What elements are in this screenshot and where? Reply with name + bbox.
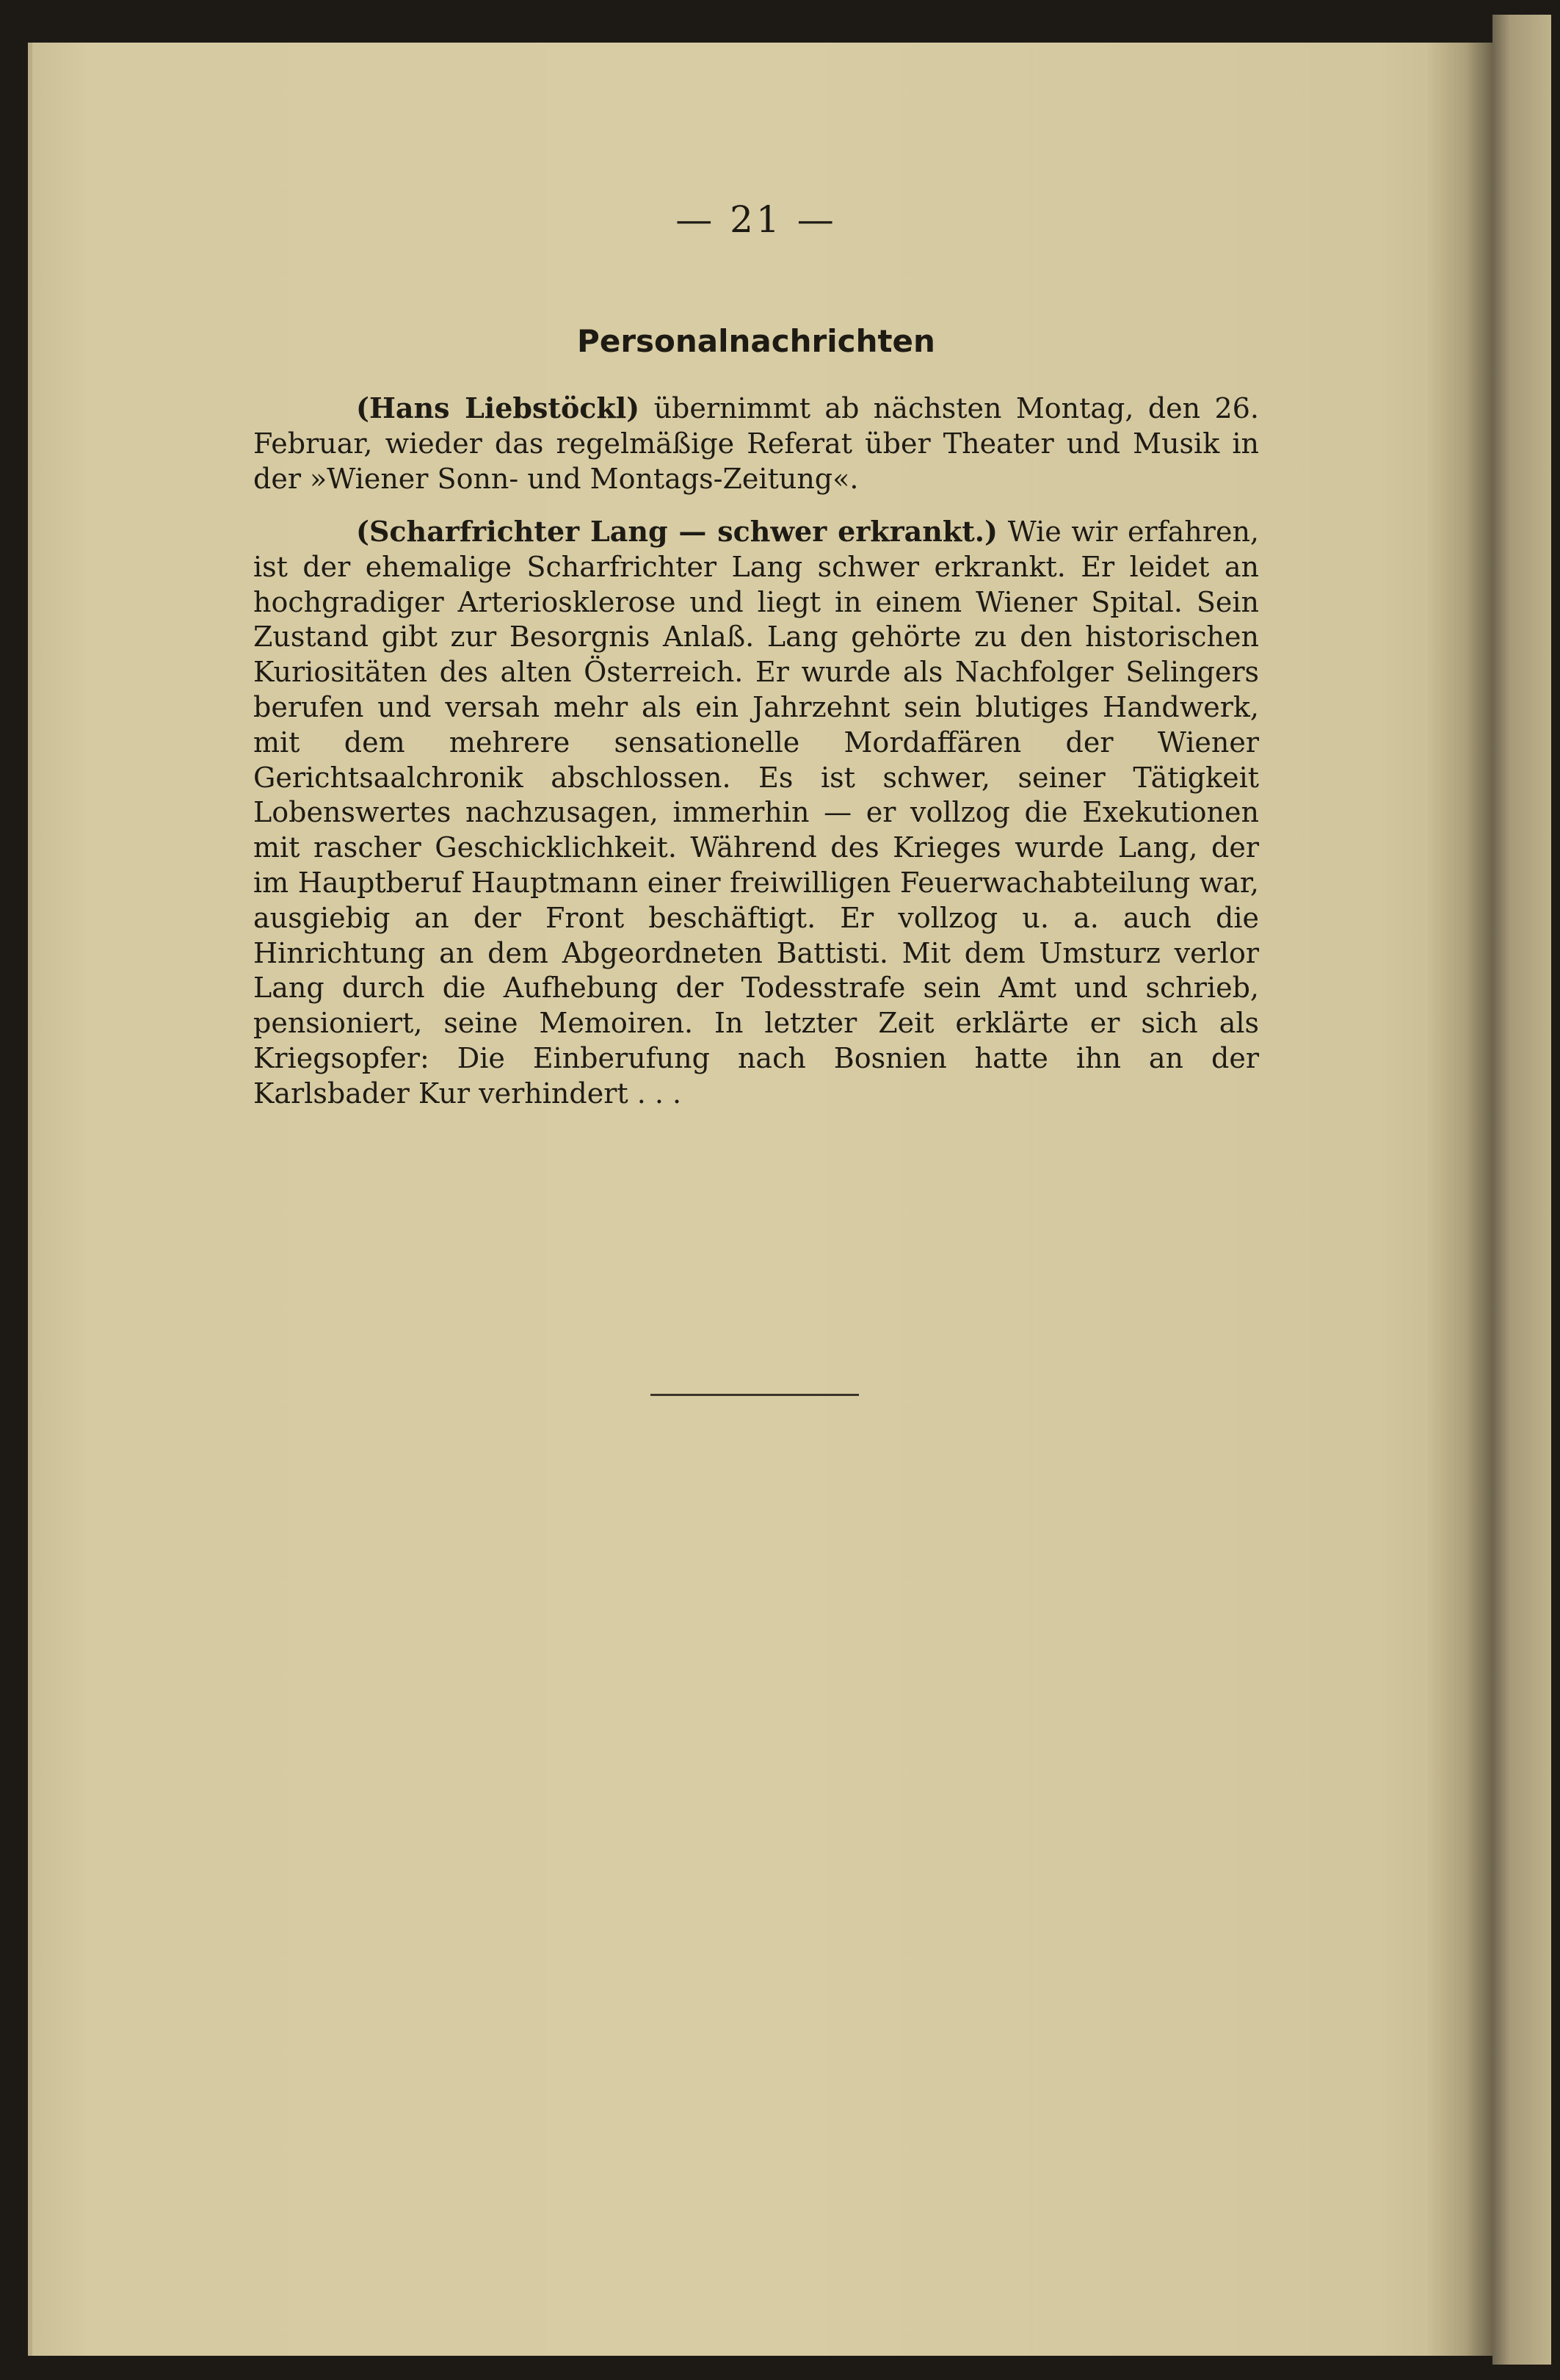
adjacent-page-edge: [1492, 15, 1551, 2365]
section-divider: [650, 1394, 859, 1396]
news-item-body: übernimmt ab nächsten Montag, den 26. Februar, wieder das regelmäßige Referat über Theater und Musik in der »Wiener Sonn- und Montags-Zeitung«.: [253, 392, 1259, 495]
book-page: [28, 43, 1492, 2356]
news-item-lead: (Hans Liebstöckl): [356, 391, 640, 424]
page-number: — 21 —: [675, 198, 837, 241]
news-item-liebstoeckl: [253, 391, 1259, 496]
page-shadow: [1426, 43, 1492, 2356]
news-item-scharfrichter-lang: [253, 514, 1259, 1112]
section-heading: Personalnachrichten: [577, 323, 935, 359]
news-item-body: Wie wir erfahren, ist der ehemalige Scharfrichter Lang schwer erkrankt. Er leidet an hochgradiger Arteriosklerose und liegt in einem Wiener Spital. Sein Zustand gibt zur Besorgnis Anlaß. Lang gehörte zu den historischen Kuriositäten des alten Österreich. Er wurde als Nachfolger Selingers berufen und versah mehr als ein Jahrzehnt sein blutiges Handwerk, mit dem mehrere sensationelle Mordaffären der Wiener Gerichtsaalchronik abschlossen. Es ist schwer, seiner Tätigkeit Lobenswertes nachzusagen, immerhin — er vollzog die Exekutionen mit rascher Geschicklichkeit. Während des Krieges wurde Lang, der im Hauptberuf Hauptmann einer freiwilligen Feuerwachabteilung war, ausgiebig an der Front beschäftigt. Er vollzog u. a. auch die Hinrichtung an dem Abgeordneten Battisti. Mit dem Umsturz verlor Lang durch die Aufhebung der Todesstrafe sein Amt und schrieb, pensioniert, seine Memoiren. In letzter Zeit erklärte er sich als Kriegsopfer: Die Einberufung nach Bosnien hatte ihn an der Karlsbader Kur verhindert . . .: [253, 516, 1259, 1110]
news-item-lead: (Scharfrichter Lang — schwer erkrankt.): [356, 515, 998, 548]
